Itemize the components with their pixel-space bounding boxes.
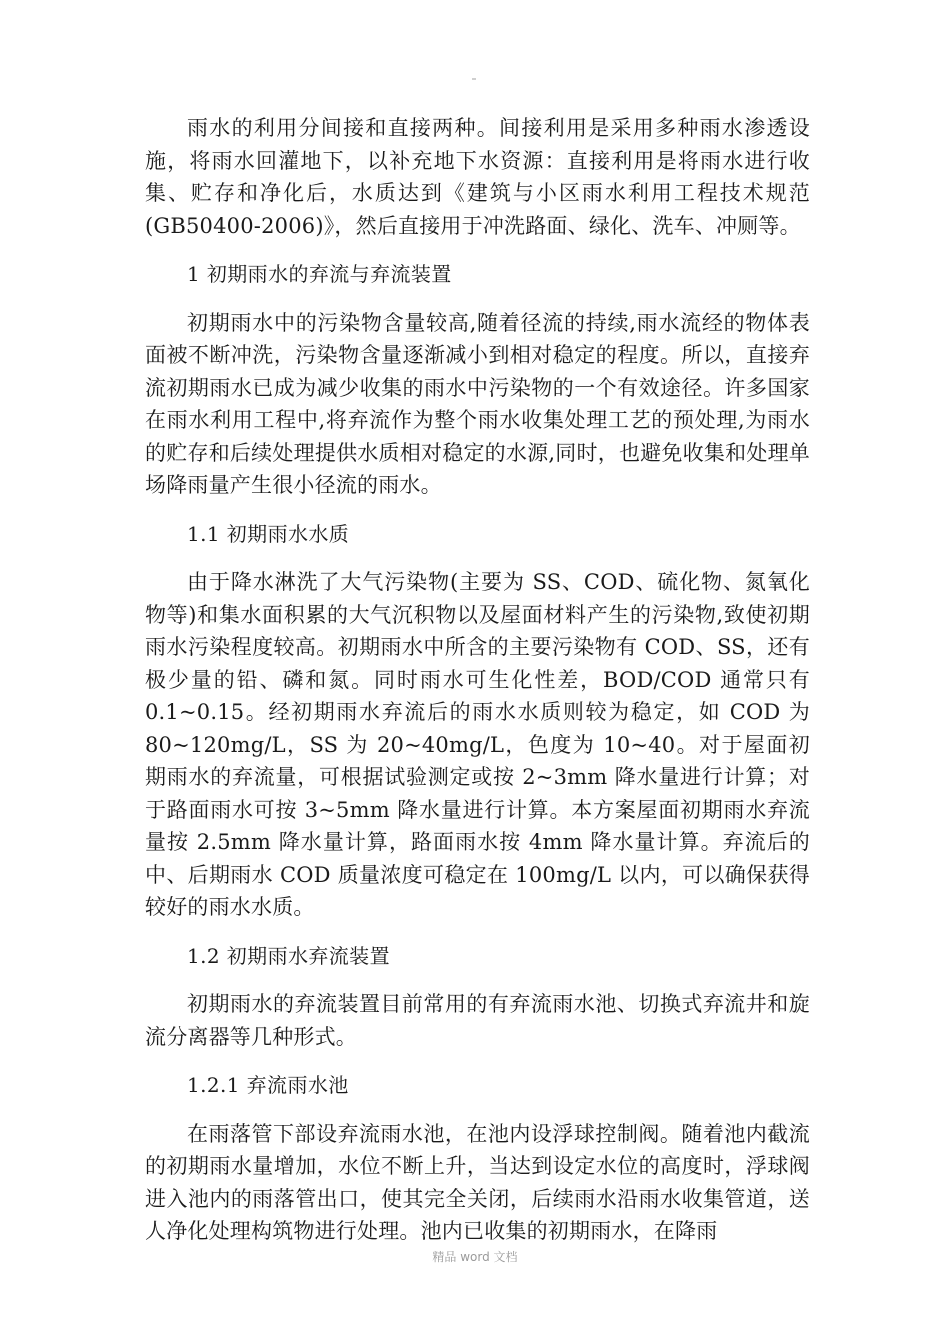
paragraph-section-1-1: 由于降水淋洗了大气污染物(主要为 SS、COD、硫化物、氮氧化物等)和集水面积累的大气沉积物以及屋面材料产生的污染物,致使初期雨水污染程度较高。初期雨水中所含的主要污染物有 COD、SS，还有极少量的铅、磷和氮。同时雨水可生化性差，BOD/COD 通常只有 0.1~0.15。经初期雨水弃流后的雨水水质则较为稳定，如 COD 为 80~120mg/L，SS 为 20~40mg/L，色度为 10~40。对于屋面初期雨水的弃流量，可根据试验测定或按 2~3mm 降水量进行计算；对于路面雨水可按 3~5mm 降水量进行计算。本方案屋面初期雨水弃流量按 2.5mm 降水量计算，路面雨水按 4mm 降水量计算。弃流后的中、后期雨水 COD 质量浓度可稳定在 100mg/L 以内，可以确保获得较好的雨水水质。: [145, 570, 810, 919]
section-heading-1: 1 初期雨水的弃流与弃流装置: [187, 262, 452, 286]
section-heading-1-1: 1.1 初期雨水水质: [187, 521, 350, 546]
header-dot-mark: [472, 78, 476, 80]
paragraph-intro: 雨水的利用分间接和直接两种。间接利用是采用多种雨水渗透设施，将雨水回灌地下，以补充地下水资源：直接利用是将雨水进行收集、贮存和净化后，水质达到《建筑与小区雨水利用工程技术规范(GB50400-2006)》，然后直接用于冲洗路面、绿化、洗车、冲厕等。: [145, 116, 810, 238]
paragraph-section-1: 初期雨水中的污染物含量较高,随着径流的持续,雨水流经的物体表面被不断冲洗，污染物含量逐渐减小到相对稳定的程度。所以，直接弃流初期雨水已成为减少收集的雨水中污染物的一个有效途径。许多国家在雨水利用工程中,将弃流作为整个雨水收集处理工艺的预处理,为雨水的贮存和后续处理提供水质相对稳定的水源,同时，也避免收集和处理单场降雨量产生很小径流的雨水。: [145, 310, 810, 497]
document-body: [145, 112, 810, 1264]
page-footer: 精品 word 文档: [432, 1250, 518, 1264]
paragraph-section-1-2: 初期雨水的弃流装置目前常用的有弃流雨水池、切换式弃流井和旋流分离器等几种形式。: [145, 992, 810, 1049]
section-heading-1-2: 1.2 初期雨水弃流装置: [187, 943, 390, 968]
paragraph-section-1-2-1: 在雨落管下部设弃流雨水池，在池内设浮球控制阀。随着池内截流的初期雨水量增加，水位不断上升，当达到设定水位的高度时，浮球阀进入池内的雨落管出口，使其完全关闭，后续雨水沿雨水收集管道，送人净化处理构筑物进行处理。池内已收集的初期雨水，在降雨: [145, 1121, 810, 1243]
section-heading-1-2-1: 1.2.1 弃流雨水池: [187, 1073, 349, 1097]
